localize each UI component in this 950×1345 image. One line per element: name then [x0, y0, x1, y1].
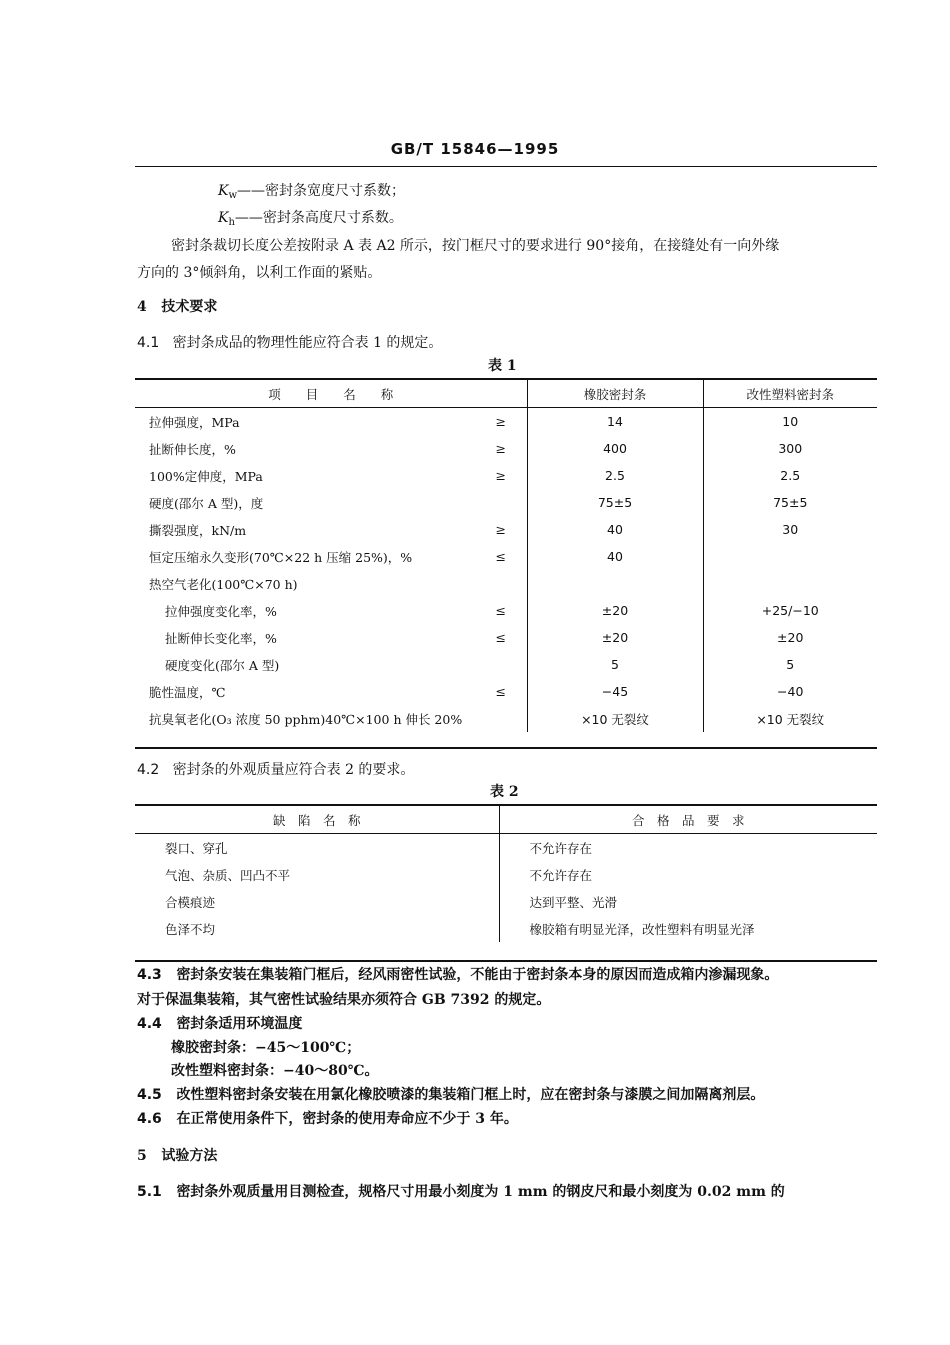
table1-comparison-symbol [475, 489, 527, 516]
clause-4-3-line-1 [137, 964, 778, 984]
table1-plastic-value: ±20 [703, 624, 877, 651]
table1-rubber-value: 5 [527, 651, 703, 678]
table1-rubber-value: 2.5 [527, 462, 703, 489]
table2-defect-name: 裂口、穿孔 [165, 840, 228, 856]
table1-item-name: 撕裂强度，kN/m [149, 522, 247, 538]
clause-number: 4.4 [137, 1016, 162, 1032]
table2-body [135, 834, 877, 943]
table1-header-item: 项 目 名 称 [135, 380, 527, 408]
table1-bottom-rule [135, 747, 877, 749]
clause-text: 密封条安装在集装箱门框后，经风雨密性试验，不能由于密封条本身的原因而造成箱内渗漏现象。 [176, 967, 779, 983]
table1 [135, 380, 877, 732]
table1-item-name: 恒定压缩永久变形(70℃×22 h 压缩 25%)，% [149, 549, 413, 565]
clause-4-4-plastic-temp: 改性塑料密封条：−40～80℃。 [171, 1063, 379, 1079]
section-title: 试验方法 [161, 1148, 218, 1164]
table1-plastic-value: 2.5 [703, 462, 877, 489]
definition-text: ——密封条高度尺寸系数。 [234, 210, 403, 226]
definition-subscript: w [228, 190, 238, 201]
table1-rubber-value [527, 570, 703, 597]
section-4-heading [137, 296, 217, 316]
clause-number: 5.1 [137, 1184, 162, 1200]
clause-4-1 [137, 332, 442, 352]
table2-header-row [135, 806, 877, 834]
table1-comparison-symbol: ≤ [495, 603, 506, 618]
clause-4-3-line-2: 对于保温集装箱，其气密性试验结果亦须符合 GB 7392 的规定。 [137, 992, 551, 1008]
table1-comparison-symbol: ≤ [495, 684, 506, 699]
table1-item-name: 100%定伸度，MPa [149, 468, 263, 484]
clause-text: 在正常使用条件下，密封条的使用寿命应不少于 3 年。 [176, 1111, 518, 1127]
clause-4-5 [137, 1084, 764, 1104]
table1-rubber-value: ±20 [527, 597, 703, 624]
clause-number: 4.5 [137, 1087, 162, 1103]
table1-comparison-symbol: ≥ [495, 414, 506, 429]
definition-symbol: K [218, 183, 229, 199]
clause-4-2 [137, 759, 414, 779]
table1-comparison-symbol [475, 705, 527, 732]
table1-comparison-symbol: ≤ [495, 549, 506, 564]
table1-item-name: 拉伸强度变化率，% [165, 603, 277, 619]
table2-defect-name: 气泡、杂质、凹凸不平 [165, 867, 291, 883]
table1-row [135, 435, 877, 462]
table1-rubber-value: ±20 [527, 624, 703, 651]
table1-rubber-value: ×10 无裂纹 [527, 705, 703, 732]
clause-4-4-rubber-temp: 橡胶密封条：−45～100℃； [171, 1040, 361, 1056]
table1-comparison-symbol [475, 651, 527, 678]
table1-plastic-value [703, 543, 877, 570]
table1-row [135, 462, 877, 489]
table1-rubber-value: 400 [527, 435, 703, 462]
table1-plastic-value: 300 [703, 435, 877, 462]
section-number: 5 [137, 1148, 147, 1164]
definition-kw [218, 180, 405, 200]
clause-text: 改性塑料密封条安装在用氯化橡胶喷漆的集装箱门框上时，应在密封条与漆膜之间加隔离剂层。 [176, 1087, 765, 1103]
table1-item-name: 扯断伸长变化率，% [165, 630, 277, 646]
table1-plastic-value [703, 570, 877, 597]
table2-requirement: 不允许存在 [499, 861, 877, 888]
table1-comparison-symbol: ≥ [495, 522, 506, 537]
table1-item-name: 扯断伸长度，% [149, 441, 236, 457]
table2-row [135, 861, 877, 888]
clause-number: 4.3 [137, 967, 162, 983]
table2-row [135, 834, 877, 862]
table1-item-name: 热空气老化(100℃×70 h) [149, 576, 298, 592]
table1-row [135, 516, 877, 543]
intro-line-1: 密封条裁切长度公差按附录 A 表 A2 所示，按门框尺寸的要求进行 90°接角，在接缝处有一向外缘 [171, 238, 780, 254]
intro-line-2: 方向的 3°倾斜角，以利工作面的紧贴。 [137, 265, 382, 281]
table1-item-name: 硬度(邵尔 A 型)，度 [149, 495, 264, 511]
table2-header-requirement: 合 格 品 要 求 [499, 806, 877, 834]
clause-number: 4.2 [137, 762, 160, 778]
clause-text: 密封条适用环境温度 [176, 1016, 303, 1032]
table1-plastic-value: ×10 无裂纹 [703, 705, 877, 732]
table2-caption: 表 2 [490, 784, 519, 800]
clause-4-6 [137, 1108, 518, 1128]
table1-rubber-value: −45 [527, 678, 703, 705]
table1-comparison-symbol: ≥ [495, 468, 506, 483]
table2-bottom-rule [135, 960, 877, 962]
table1-row [135, 678, 877, 705]
table1-comparison-symbol: ≥ [495, 441, 506, 456]
table1-row [135, 705, 877, 732]
table1-row [135, 624, 877, 651]
table1-plastic-value: 10 [703, 408, 877, 436]
table2-row [135, 888, 877, 915]
table2-row [135, 915, 877, 942]
table1-rubber-value: 40 [527, 516, 703, 543]
table1-item-name: 拉伸强度，MPa [149, 414, 240, 430]
header-rule [135, 166, 877, 167]
clause-text: 密封条的外观质量应符合表 2 的要求。 [172, 762, 415, 778]
table1-plastic-value: −40 [703, 678, 877, 705]
clause-4-4 [137, 1013, 302, 1033]
section-5-heading [137, 1145, 217, 1165]
table1-row [135, 570, 877, 597]
table1-row [135, 597, 877, 624]
table1-caption: 表 1 [488, 358, 517, 374]
clause-number: 4.6 [137, 1111, 162, 1127]
table1-plastic-value: 75±5 [703, 489, 877, 516]
table1-rubber-value: 75±5 [527, 489, 703, 516]
table2-requirement: 达到平整、光滑 [499, 888, 877, 915]
table1-item-name: 抗臭氧老化(O₃ 浓度 50 pphm)40℃×100 h 伸长 20% [149, 711, 463, 727]
table1-row [135, 651, 877, 678]
table2-header-defect: 缺 陷 名 称 [135, 806, 499, 834]
table1-item-name: 硬度变化(邵尔 A 型) [165, 657, 280, 673]
table2 [135, 806, 877, 942]
table1-plastic-value: +25/−10 [703, 597, 877, 624]
table1-plastic-value: 30 [703, 516, 877, 543]
table1-plastic-value: 5 [703, 651, 877, 678]
table1-row [135, 408, 877, 436]
section-number: 4 [137, 299, 147, 315]
table1-header-plastic: 改性塑料密封条 [703, 380, 877, 408]
table2-defect-name: 色泽不均 [165, 921, 216, 937]
table2-requirement: 不允许存在 [499, 834, 877, 862]
table1-header-row [135, 380, 877, 408]
table2-defect-name: 合模痕迹 [165, 894, 216, 910]
table1-comparison-symbol [475, 570, 527, 597]
table1-row [135, 543, 877, 570]
definition-subscript: h [228, 217, 235, 228]
standard-code-header: GB/T 15846—1995 [390, 140, 560, 158]
clause-text: 密封条成品的物理性能应符合表 1 的规定。 [172, 335, 443, 351]
table1-row [135, 489, 877, 516]
definition-kh [218, 207, 403, 227]
clause-number: 4.1 [137, 335, 160, 351]
definition-text: ——密封条宽度尺寸系数； [237, 183, 406, 199]
clause-text: 密封条外观质量用目测检查，规格尺寸用最小刻度为 1 mm 的钢皮尺和最小刻度为 0.02 mm 的 [176, 1184, 785, 1200]
table1-item-name: 脆性温度，℃ [149, 684, 226, 700]
table1-body [135, 408, 877, 733]
table2-requirement: 橡胶箱有明显光泽，改性塑料有明显光泽 [499, 915, 877, 942]
table1-header-rubber: 橡胶密封条 [527, 380, 703, 408]
section-title: 技术要求 [161, 299, 218, 315]
table1-comparison-symbol: ≤ [495, 630, 506, 645]
table1-rubber-value: 14 [527, 408, 703, 436]
definition-symbol: K [218, 210, 229, 226]
clause-5-1 [137, 1181, 785, 1201]
table1-rubber-value: 40 [527, 543, 703, 570]
